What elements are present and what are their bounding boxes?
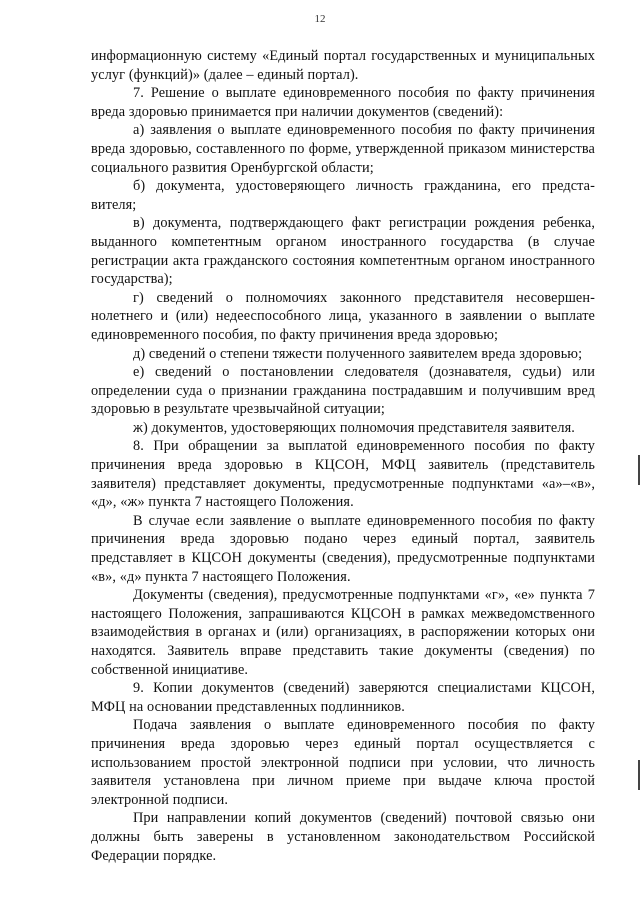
paragraph-continuation: информационную систему «Единый портал государственных и муниципальных услуг (функций)» (далее – единый портал). <box>91 48 595 83</box>
paragraph-electronic-signature: Подача заявления о выплате единовременного пособия по факту причинения вреда здоровью через единый портал осуществляется с использованием простой электронной подписи при условии, что личность заявителя установлена при личном приеме при выдаче ключа простой электронной подписи. <box>91 717 595 808</box>
paragraph-clause-8: 8. При обращении за выплатой единовременного пособия по факту причинения вреда здоровью в КЦСОН, МФЦ заявитель (представитель заявителя) представляет документы, предусмотренные подпунктами «а»–«в», «д», «ж» пункта 7 настоящего Положения. <box>91 438 595 511</box>
paragraph-postal-copies: При направлении копий документов (сведений) почтовой связью они должны быть заверены в установленном законодательством Российской Федерации порядке. <box>91 810 595 864</box>
page-number: 12 <box>314 13 326 25</box>
document-body <box>91 47 595 865</box>
paragraph-portal-case: В случае если заявление о выплате единовременного пособия по факту причинения вреда здоровью подано через единый портал, заявитель представляет в КЦСОН документы (сведения), предусмотренные подпунктами «в», «д» пункта 7 настоящего Положения. <box>91 512 595 585</box>
paragraph-item-e: е) сведений о постановлении следователя (дознавателя, судьи) или определении суда о признании гражданина пострадавшим и получившим вред здоровью в результате чрезвычайной ситуации; <box>91 364 595 418</box>
paragraph-clause-9: 9. Копии документов (сведений) заверяются специалистами КЦСОН, МФЦ на основании представленных подлинников. <box>91 680 595 715</box>
paragraph-item-zh: ж) документов, удостоверяющих полномочия представителя заявителя. <box>133 419 575 436</box>
paragraph-item-b: б) документа, удостоверяющего личность гражданина, его предста-вителя; <box>91 178 595 213</box>
paragraph-clause-7: 7. Решение о выплате единовременного пособия по факту причинения вреда здоровью принимается при наличии документов (сведений): <box>91 85 595 120</box>
paragraph-item-g: г) сведений о полномочиях законного представителя несовершен-нолетнего и (или) недееспособного лица, указанного в заявлении о выплате единовременного пособия, по факту причинения вреда здоровью; <box>91 289 595 343</box>
paragraph-item-v: в) документа, подтверждающего факт регистрации рождения ребенка, выданного компетентным органом иностранного государства (в случае регистрации акта гражданского состояния компетентным органом иностранного государства); <box>91 215 595 288</box>
paragraph-interagency-request: Документы (сведения), предусмотренные подпунктами «г», «е» пункта 7 настоящего Положения, запрашиваются КЦСОН в рамках межведомственного взаимодействия в органах и (или) организациях, в распоряжении которых они находятся. Заявитель вправе представить такие документы (сведения) по собственной инициативе. <box>91 587 595 678</box>
paragraph-item-a: а) заявления о выплате единовременного пособия по факту причинения вреда здоровью, составленного по форме, утвержденной приказом министерства социального развития Оренбургской области; <box>91 122 595 176</box>
paragraph-item-d: д) сведений о степени тяжести полученного заявителем вреда здоровью; <box>133 345 583 362</box>
